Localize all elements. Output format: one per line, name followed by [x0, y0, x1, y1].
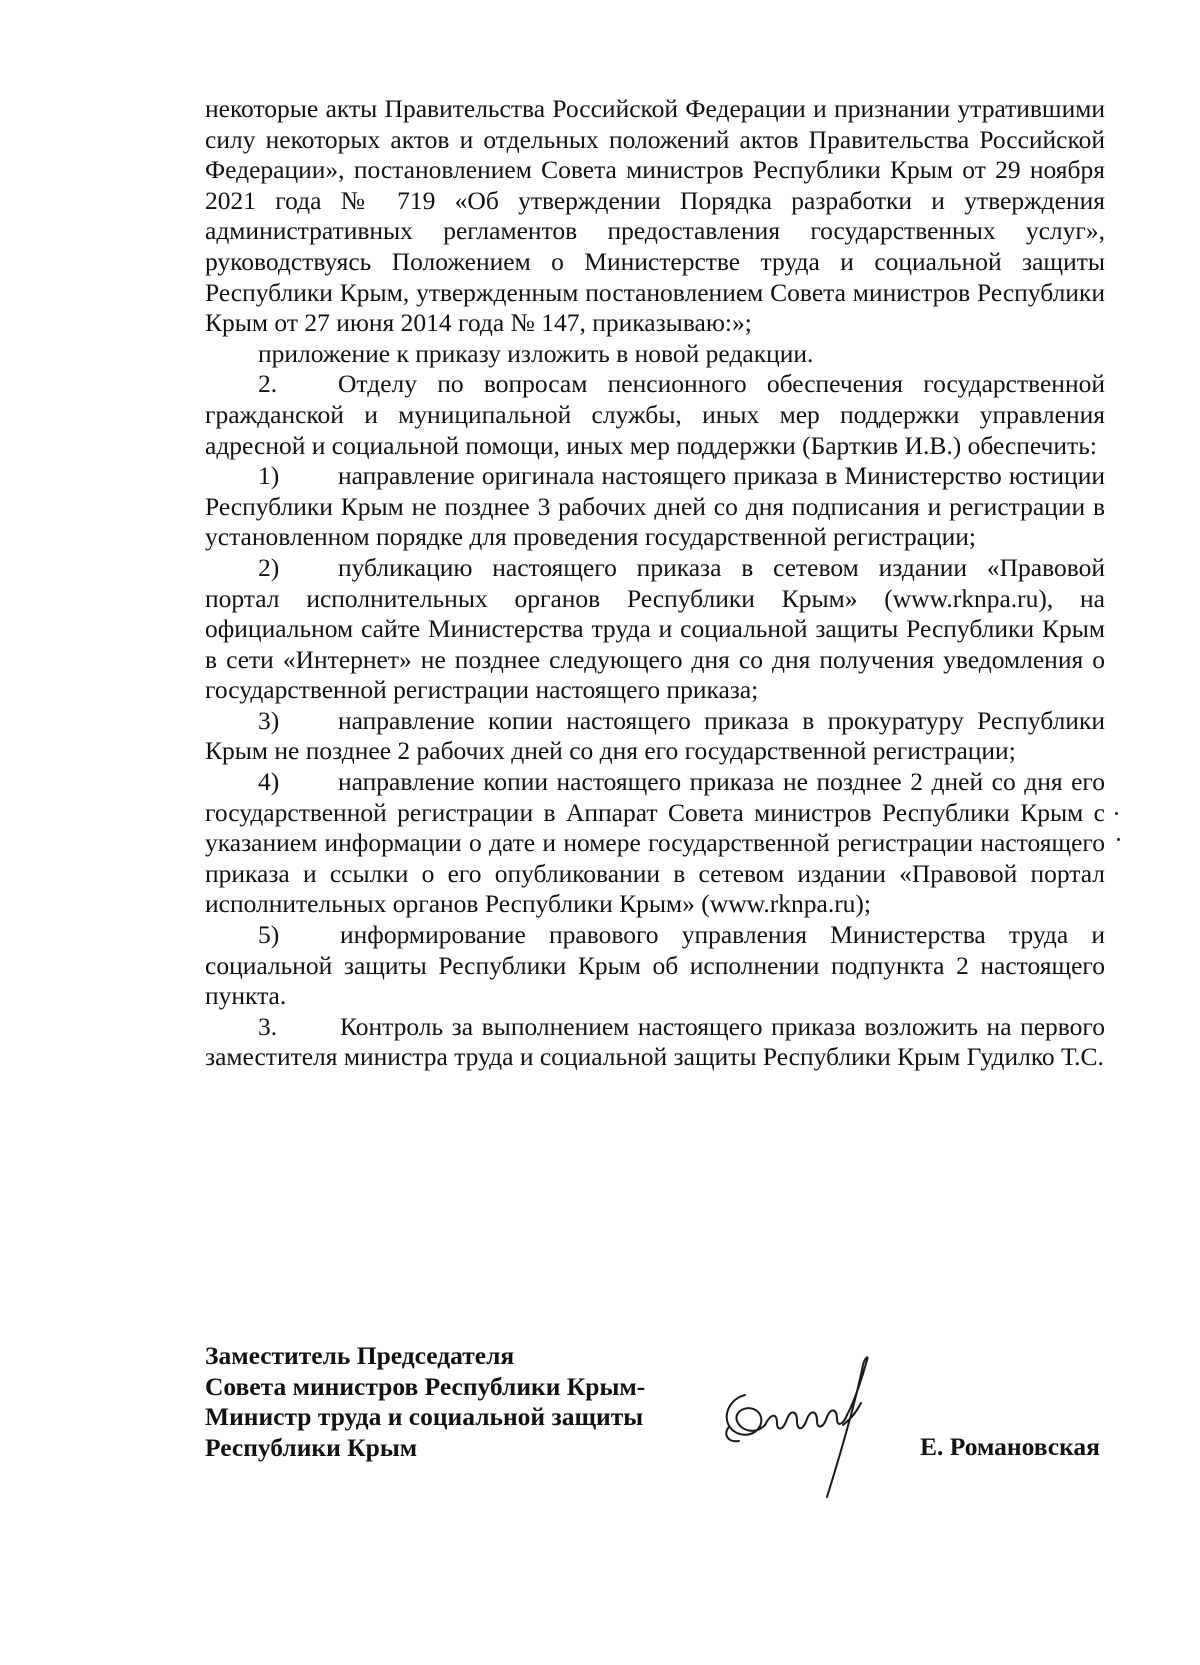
subitem-3-number: 3) [258, 705, 280, 735]
signer-title-block [205, 1341, 685, 1463]
item-3 [205, 1012, 1105, 1073]
signer-title-line: Республики Крым [205, 1432, 418, 1462]
subitem-4-text: направление копии настоящего приказа не позднее 2 дней со дня его государственной регистрации в Аппарат Совета министров Республики Крым с указанием информации о дате и номере государственной регистрации настоящего приказа и ссылки о его опубликовании в сетевом издании «Правовой портал исполнительных органов Республики Крым» (www.rknpa.ru); [205, 767, 1105, 919]
subitem-5-text: информирование правового управления Министерства труда и социальной защиты Республики Крым об исполнении подпункта 2 настоящего пункта. [205, 920, 1105, 1011]
signer-title-line: Заместитель Председателя [205, 1341, 515, 1370]
item-2-text: Отделу по вопросам пенсионного обеспечения государственной гражданской и муниципальной службы, иных мер поддержки управления адресной и социальной помощи, иных мер поддержки (Барткив И.В.) обеспечить: [205, 369, 1105, 460]
item-2 [205, 369, 1105, 461]
subitem-1-number: 1) [258, 461, 280, 491]
signer-title-line: Совета министров Республики Крым- [205, 1371, 646, 1401]
subitem-2-text: публикацию настоящего приказа в сетевом издании «Правовой портал исполнительных органов Республики Крым» (www.rknpa.ru), на официальном сайте Министерства труда и социальной защиты Республики Крым в сети «Интернет» не позднее следующего дня со дня получения уведомления о государственной регистрации настоящего приказа; [205, 552, 1105, 705]
signer-title-line: Министр труда и социальной защиты [205, 1402, 644, 1432]
subitem-5 [205, 920, 1105, 1012]
subitem-2-number: 2) [258, 552, 280, 582]
subitem-4 [205, 767, 1105, 920]
subitem-3 [205, 706, 1105, 767]
subitem-3-text: направление копии настоящего приказа в прокуратуру Республики Крым не позднее 2 рабочих дней со дня его государственной регистрации; [205, 705, 1105, 766]
subitem-2 [205, 553, 1105, 706]
item-3-number: 3. [258, 1011, 278, 1041]
subitem-1 [205, 461, 1105, 553]
document-body [205, 94, 1105, 1073]
item-2-number: 2. [258, 369, 278, 399]
signer-name: Е. Романовская [920, 1432, 1100, 1461]
subitem-1-text: направление оригинала настоящего приказа в Министерство юстиции Республики Крым не позднее 3 рабочих дней со дня подписания и регистрации в установленном порядке для проведения государственной регистрации; [205, 461, 1105, 552]
paragraph-appendix: приложение к приказу изложить в новой редакции. [258, 338, 814, 368]
scan-speck [1115, 812, 1118, 815]
subitem-4-number: 4) [258, 767, 280, 797]
scan-speck [1117, 838, 1120, 841]
paragraph-intro: некоторые акты Правительства Российской Федерации и признании утратившими силу некоторых актов и отдельных положений актов Правительства Российской Федерации», постановлением Совета министров Республики Крым от 29 ноября 2021 года № 719 «Об утверждении Порядка разработки и утверждения административных регламентов предоставления государственных услуг», руководствуясь Положением о Министерстве труда и социальной защиты Республики Крым, утвержденным постановлением Совета министров Республики Крым от 27 июня 2014 года № 147, приказываю:»; [205, 94, 1105, 338]
subitem-5-number: 5) [258, 920, 280, 950]
item-3-text: Контроль за выполнением настоящего приказа возложить на первого заместителя министра труда и социальной защиты Республики Крым Гудилко Т.С. [205, 1011, 1105, 1072]
handwritten-signature [715, 1355, 915, 1505]
